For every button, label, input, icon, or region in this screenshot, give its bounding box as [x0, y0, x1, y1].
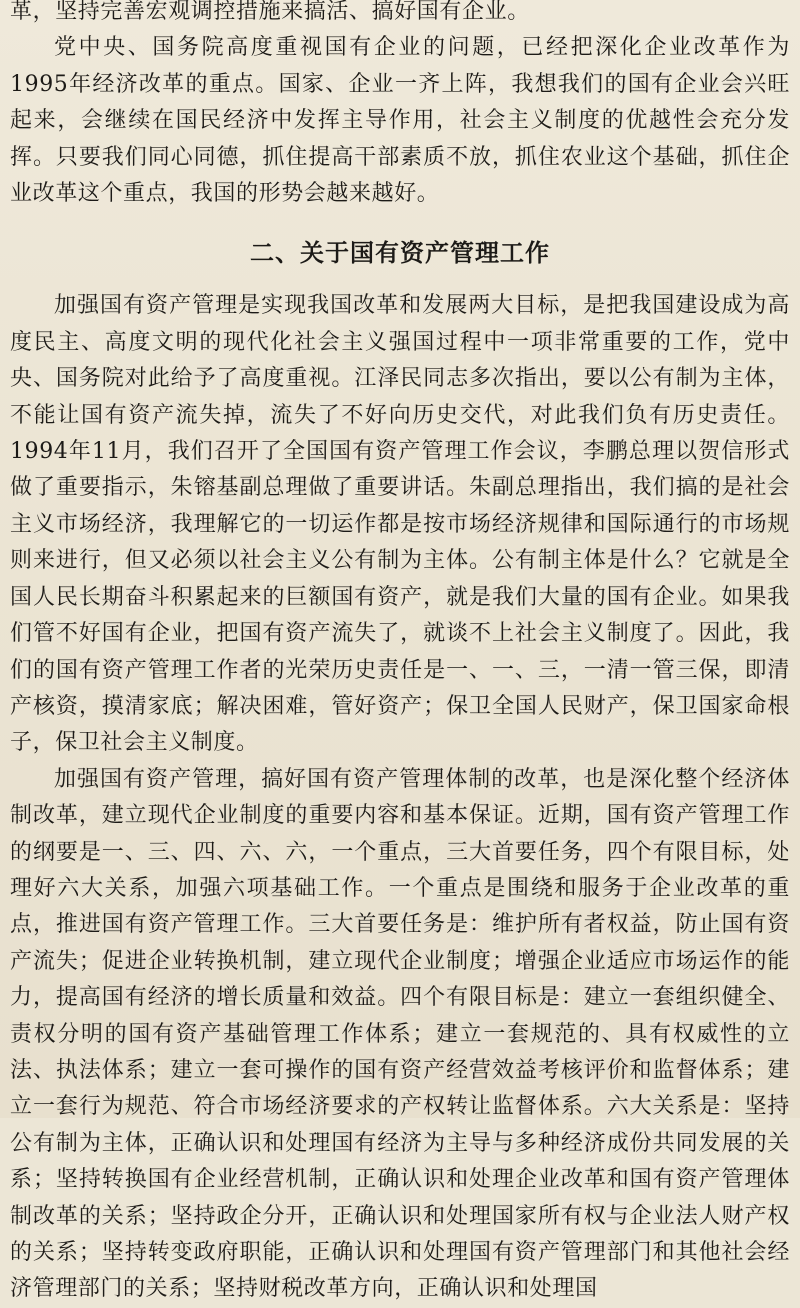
- section-heading: 二、关于国有资产管理工作: [250, 239, 550, 268]
- paragraph-enterprise-reform: 党中央、国务院高度重视国有企业的问题，已经把深化企业改革作为1995年经济改革的重点。国家、企业一齐上阵，我想我们的国有企业会兴旺起来，会继续在国民经济中发挥主导作用，社会主义制度的优越性会充分发挥。只要我们同心同德，抓住提高干部素质不放，抓住农业这个基础，抓住企业改革这个重点，我国的形势会越来越好。: [10, 35, 790, 207]
- paragraph-asset-management-importance: 加强国有资产管理是实现我国改革和发展两大目标，是把我国建设成为高度民主、高度文明的现代化社会主义强国过程中一项非常重要的工作，党中央、国务院对此给予了高度重视。江泽民同志多次指出，要以公有制为主体，不能让国有资产流失掉，流失了不好向历史交代，对此我们负有历史责任。1994年11月，我们召开了全国国有资产管理工作会议，李鹏总理以贺信形式做了重要指示，朱镕基副总理做了重要讲话。朱副总理指出，我们搞的是社会主义市场经济，我理解它的一切运作都是按市场经济规律和国际通行的市场规则来进行，但又必须以社会主义公有制为主体。公有制主体是什么？它就是全国人民长期奋斗积累起来的巨额国有资产，就是我们大量的国有企业。如果我们管不好国有企业，把国有资产流失了，就谈不上社会主义制度了。因此，我们的国有资产管理工作者的光荣历史责任是一、一、三，一清一管三保，即清产核资，摸清家底；解决困难，管好资产；保卫全国人民财产，保卫国家命根子，保卫社会主义制度。: [10, 293, 790, 756]
- text-body: [10, 0, 790, 1308]
- paragraph-asset-management-outline: 加强国有资产管理，搞好国有资产管理体制的改革，也是深化整个经济体制改革，建立现代企业制度的重要内容和基本保证。近期，国有资产管理工作的纲要是一、三、四、六、六，一个重点，三大首要任务，四个有限目标，处理好六大关系，加强六项基础工作。一个重点是围绕和服务于企业改革的重点，推进国有资产管理工作。三大首要任务是：维护所有者权益，防止国有资产流失；促进企业转换机制，建立现代企业制度；增强企业适应市场运作的能力，提高国有经济的增长质量和效益。四个有限目标是：建立一套组织健全、责权分明的国有资产基础管理工作体系；建立一套规范的、具有权威性的立法、执法体系；建立一套可操作的国有资产经营效益考核评价和监督体系；建立一套行为规范、符合市场经济要求的产权转让监督体系。六大关系是：坚持公有制为主体，正确认识和处理国有经济为主导与多种经济成份共同发展的关系；坚持转换国有企业经营机制，正确认识和处理企业改革和国有资产管理体制改革的关系；坚持政企分开，正确认识和处理国家所有权与企业法人财产权的关系；坚持转变政府职能，正确认识和处理国有资产管理部门和其他社会经济管理部门的关系；坚持财税改革方向，正确认识和处理国: [10, 766, 790, 1302]
- paragraph-continuation: 革，坚持完善宏观调控措施来搞活、搞好国有企业。: [10, 0, 530, 24]
